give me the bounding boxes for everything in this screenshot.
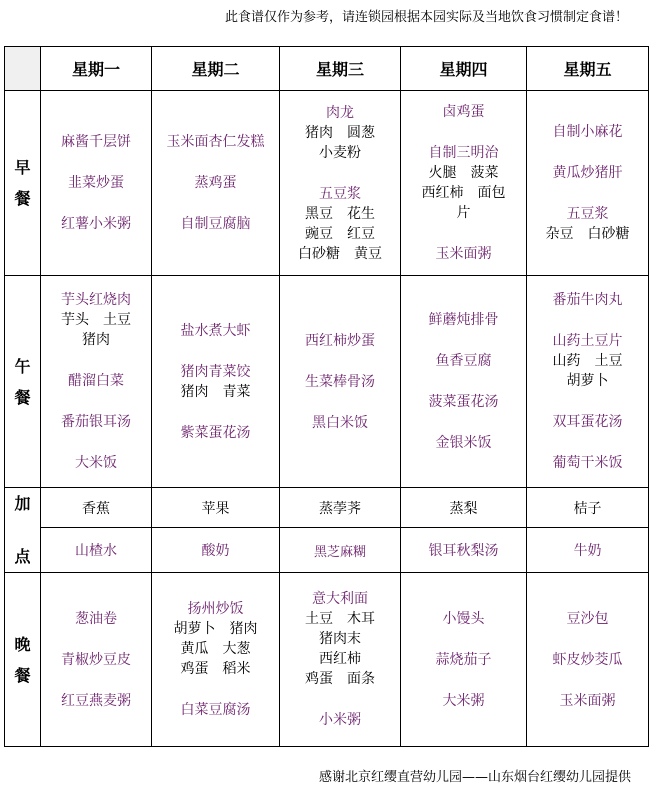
spacer — [401, 412, 526, 433]
spacer — [401, 330, 526, 351]
ingredient-line: 山药 土豆 — [552, 353, 623, 369]
menu-table — [4, 46, 649, 747]
dish-name: 生菜棒骨汤 — [305, 373, 375, 390]
snack-drink-row — [5, 528, 649, 573]
dish-name: 番茄牛肉丸 — [552, 292, 623, 308]
spacer — [527, 670, 648, 691]
breakfast-row — [5, 91, 649, 276]
dish-name: 鱼香豆腐 — [435, 353, 492, 369]
dish-name: 番茄银耳汤 — [61, 414, 131, 430]
dinner-cell — [152, 573, 280, 747]
spacer — [280, 163, 400, 184]
dish-name: 鲜蘑炖排骨 — [428, 312, 499, 328]
spacer — [401, 629, 526, 650]
snack-fruit-cell: 香蕉 — [41, 488, 152, 528]
dish-name: 扬州炒饭 — [187, 601, 244, 617]
dish-name: 芋头红烧肉 — [61, 292, 131, 308]
spacer — [401, 223, 526, 244]
day-header: 星期五 — [527, 47, 649, 91]
ingredient-line: 猪肉末 — [319, 631, 361, 647]
snack-drink-cell: 山楂水 — [41, 528, 152, 573]
dish-name: 黄瓜炒猪肝 — [552, 165, 623, 181]
ingredient-line: 杂豆 白砂糖 — [545, 226, 630, 242]
header-row — [5, 47, 649, 91]
dish-name: 红豆燕麦粥 — [61, 692, 131, 709]
spacer — [401, 371, 526, 392]
day-header: 星期一 — [41, 47, 152, 91]
spacer — [401, 670, 526, 691]
dish-name: 黑白米饭 — [312, 414, 368, 431]
dish-name: 蒸鸡蛋 — [194, 175, 237, 191]
dish-name: 虾皮炒茭瓜 — [552, 651, 623, 668]
dish-name: 双耳蛋花汤 — [552, 414, 623, 430]
dish-name: 西红柿炒蛋 — [305, 332, 375, 349]
dish-name: 卤鸡蛋 — [442, 104, 485, 120]
ingredient-line: 土豆 木耳 — [305, 611, 375, 627]
snack-fruit-row — [5, 488, 649, 528]
lunch-cell — [401, 276, 527, 488]
corner-cell — [5, 47, 41, 91]
spacer — [41, 152, 151, 173]
ingredient-line: 西红柿 — [319, 651, 361, 667]
day-header: 星期三 — [280, 47, 401, 91]
dinner-cell — [527, 573, 649, 747]
spacer — [527, 629, 648, 650]
bottom-note: 感谢北京红缨直营幼儿园——山东烟台红缨幼儿园提供 — [318, 770, 631, 785]
spacer — [41, 350, 151, 371]
dish-name: 蒜烧茄子 — [435, 651, 492, 668]
ingredient-line: 胡萝卜 — [566, 373, 609, 389]
ingredient-line: 火腿 菠菜 — [428, 165, 499, 181]
dish-name: 自制小麻花 — [552, 124, 623, 140]
dish-name: 葡萄干米饭 — [552, 455, 623, 471]
ingredient-line: 猪肉 圆葱 — [305, 124, 375, 141]
dish-name: 盐水煮大虾 — [180, 322, 251, 339]
spacer — [41, 391, 151, 412]
ingredient-line: 小麦粉 — [319, 144, 361, 161]
dinner-cell — [41, 573, 152, 747]
dish-name: 韭菜炒蛋 — [68, 175, 124, 191]
dish-name: 大米粥 — [442, 692, 485, 709]
dinner-cell — [280, 573, 401, 747]
snack-drink-cell: 银耳秋梨汤 — [401, 528, 527, 573]
dish-name: 金银米饭 — [435, 435, 492, 451]
lunch-cell — [41, 276, 152, 488]
snack-fruit-cell: 蒸荸荠 — [280, 488, 401, 528]
dish-name: 自制豆腐脑 — [180, 216, 251, 232]
meal-label-dinner: 晚 餐 — [5, 573, 41, 747]
breakfast-cell — [280, 91, 401, 276]
spacer — [527, 310, 648, 331]
dish-name: 猪肉青菜饺 — [180, 363, 251, 380]
meal-label-lunch: 午 餐 — [5, 276, 41, 488]
dish-name: 小馒头 — [442, 610, 485, 627]
dish-name: 五豆浆 — [319, 185, 361, 202]
spacer — [41, 670, 151, 691]
snack-fruit-cell: 蒸梨 — [401, 488, 527, 528]
dish-name: 红薯小米粥 — [61, 216, 131, 232]
spacer — [152, 679, 279, 700]
snack-drink-cell: 酸奶 — [152, 528, 280, 573]
snack-fruit-cell: 桔子 — [527, 488, 649, 528]
spacer — [280, 392, 400, 413]
spacer — [527, 142, 648, 163]
ingredient-line: 胡萝卜 猪肉 — [173, 621, 258, 637]
lunch-cell — [280, 276, 401, 488]
ingredient-line: 片 — [456, 205, 471, 221]
snack-drink-cell: 牛奶 — [527, 528, 649, 573]
ingredient-line: 西红柿 面包 — [421, 185, 506, 201]
spacer — [41, 193, 151, 214]
ingredient-line: 鸡蛋 面条 — [305, 671, 375, 687]
lunch-cell — [152, 276, 280, 488]
spacer — [280, 351, 400, 372]
dish-name: 麻酱千层饼 — [61, 134, 131, 150]
lunch-row — [5, 276, 649, 488]
spacer — [152, 152, 279, 173]
day-header: 星期二 — [152, 47, 280, 91]
ingredient-line: 猪肉 青菜 — [180, 383, 251, 400]
breakfast-cell — [401, 91, 527, 276]
dinner-row — [5, 573, 649, 747]
spacer — [280, 689, 400, 710]
snack-fruit-cell: 苹果 — [152, 488, 280, 528]
breakfast-cell — [527, 91, 649, 276]
breakfast-cell — [152, 91, 280, 276]
spacer — [152, 341, 279, 362]
dish-name: 玉米面杏仁发糕 — [166, 134, 265, 150]
dish-name: 小米粥 — [319, 712, 361, 728]
dish-name: 自制三明治 — [428, 145, 499, 161]
lunch-cell — [527, 276, 649, 488]
dish-name: 豆沙包 — [566, 610, 609, 627]
spacer — [527, 391, 648, 412]
ingredient-line: 黑豆 花生 — [305, 205, 375, 222]
dish-name: 意大利面 — [312, 591, 368, 607]
dish-name: 肉龙 — [326, 104, 354, 121]
spacer — [527, 432, 648, 453]
dish-name: 菠菜蛋花汤 — [428, 394, 499, 410]
dish-name: 紫菜蛋花汤 — [180, 424, 251, 441]
dinner-cell — [401, 573, 527, 747]
dish-name: 青椒炒豆皮 — [61, 651, 131, 668]
dish-name: 醋溜白菜 — [68, 373, 124, 389]
ingredient-line: 白砂糖 黄豆 — [298, 245, 382, 262]
day-header: 星期四 — [401, 47, 527, 91]
meal-label-breakfast: 早 餐 — [5, 91, 41, 276]
breakfast-cell — [41, 91, 152, 276]
dish-name: 五豆浆 — [566, 206, 609, 222]
dish-name: 大米饭 — [75, 455, 117, 471]
spacer — [401, 122, 526, 143]
ingredient-line: 鸡蛋 稻米 — [180, 661, 251, 677]
meal-label-snack: 加 点 — [5, 488, 41, 573]
top-note: 此食谱仅作为参考，请连锁园根据本园实际及当地饮食习惯制定食谱！ — [224, 10, 628, 25]
dish-name: 葱油卷 — [75, 610, 117, 627]
ingredient-line: 黄瓜 大葱 — [180, 641, 251, 657]
spacer — [41, 629, 151, 650]
dish-name: 玉米面粥 — [435, 246, 492, 262]
spacer — [152, 402, 279, 423]
ingredient-line: 芋头 土豆 — [61, 312, 131, 328]
dish-name: 玉米面粥 — [559, 692, 616, 709]
dish-name: 山药土豆片 — [552, 333, 623, 349]
ingredient-line: 豌豆 红豆 — [305, 225, 375, 242]
snack-drink-cell: 黑芝麻糊 — [280, 528, 401, 573]
dish-name: 白菜豆腐汤 — [180, 702, 251, 718]
spacer — [152, 193, 279, 214]
spacer — [41, 432, 151, 453]
ingredient-line: 猪肉 — [82, 332, 110, 348]
spacer — [527, 183, 648, 204]
